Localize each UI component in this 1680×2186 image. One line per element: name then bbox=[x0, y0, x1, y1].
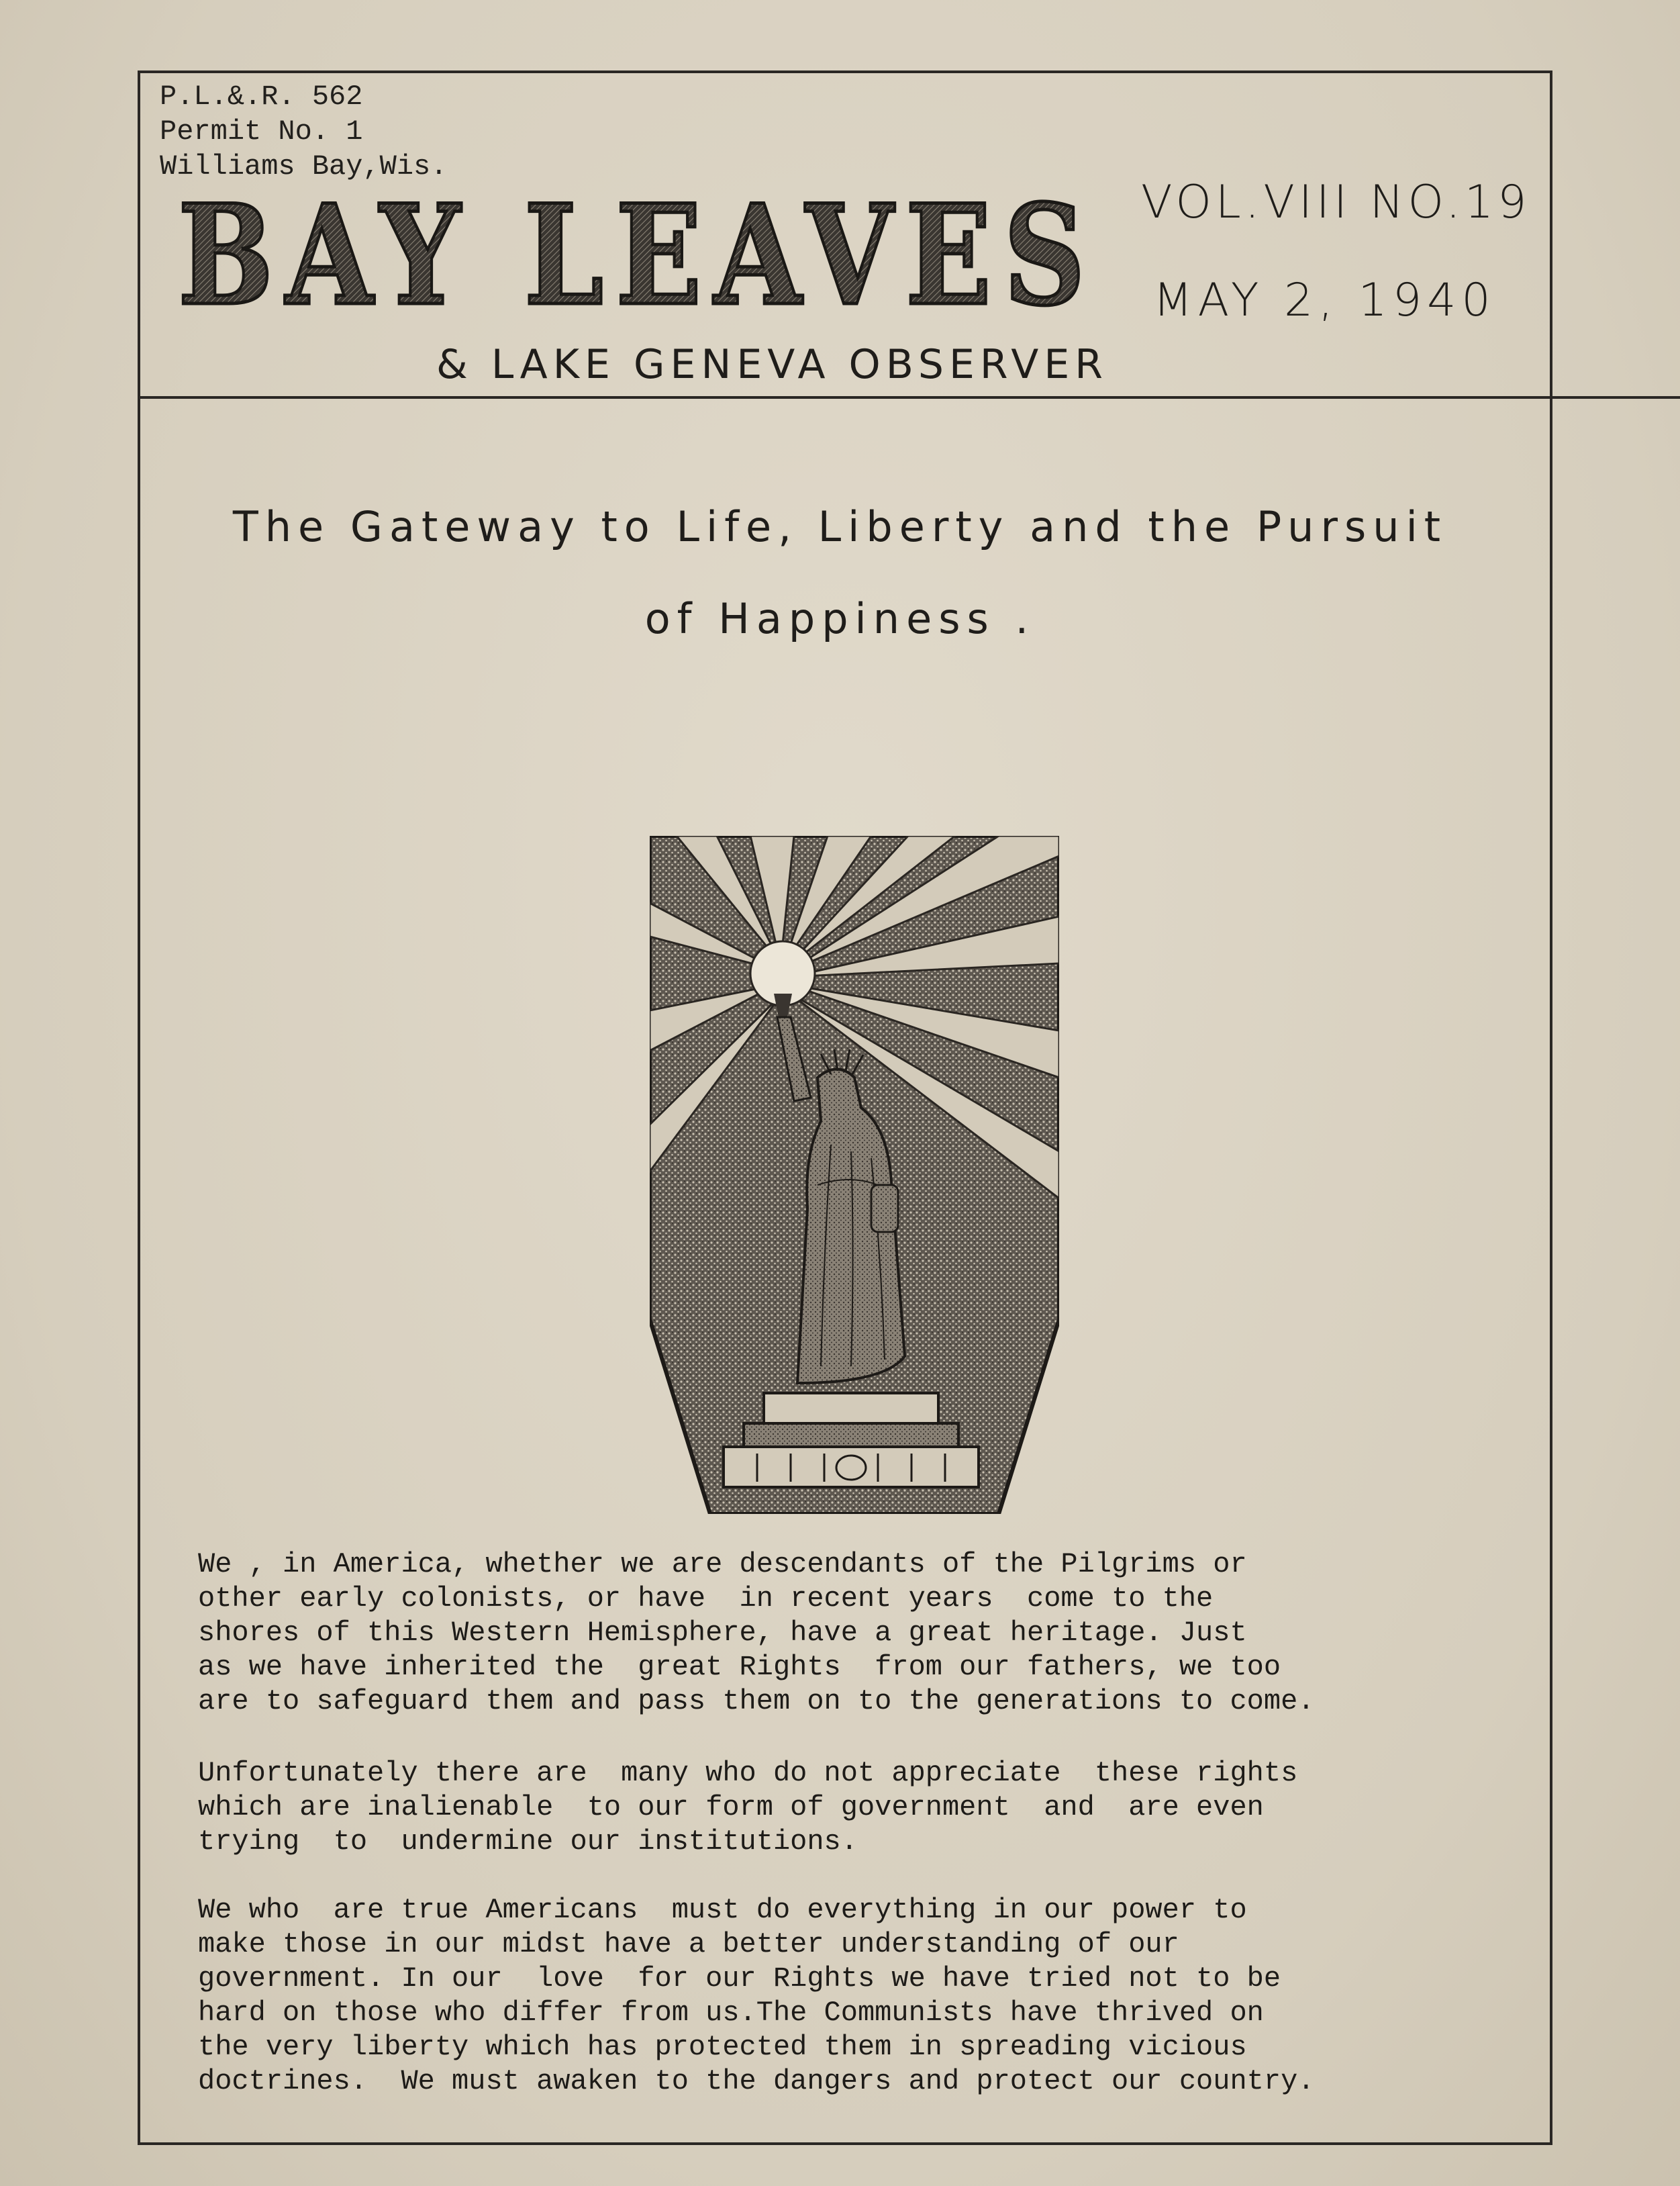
statue-of-liberty-icon bbox=[650, 836, 1059, 1514]
text-line: shores of this Western Hemisphere, have a great heritage. Just bbox=[198, 1617, 1247, 1649]
issue-date: MAY 2, 1940 bbox=[1153, 274, 1496, 327]
text-line: as we have inherited the great Rights from our fathers, we too bbox=[198, 1651, 1281, 1683]
title-text: BAY LEAVES bbox=[178, 176, 1097, 330]
text-line: the very liberty which has protected them in spreading vicious bbox=[198, 2031, 1247, 2063]
article-paragraph-3 bbox=[198, 1893, 1540, 2099]
postal-permit bbox=[160, 79, 447, 184]
newspaper-subtitle: & LAKE GENEVA OBSERVER bbox=[436, 341, 1108, 388]
permit-line-3: Williams Bay,Wis. bbox=[160, 150, 448, 183]
volume-number: VOL.VIII NO.19 bbox=[1141, 176, 1531, 229]
masthead-divider bbox=[138, 396, 1680, 399]
text-line: which are inalienable to our form of government and are even bbox=[198, 1791, 1264, 1823]
tagline-line-2: of Happiness . bbox=[644, 594, 1036, 643]
article-paragraph-1 bbox=[198, 1548, 1540, 1719]
permit-line-2: Permit No. 1 bbox=[160, 115, 363, 148]
text-line: doctrines. We must awaken to the dangers and protect our country. bbox=[198, 2065, 1315, 2097]
text-line: government. In our love for our Rights we have tried not to be bbox=[198, 1962, 1281, 1995]
text-line: trying to undermine our institutions. bbox=[198, 1825, 858, 1858]
text-line: hard on those who differ from us.The Communists have thrived on bbox=[198, 1997, 1264, 2029]
tagline-line-1: The Gateway to Life, Liberty and the Pursuit bbox=[232, 502, 1448, 551]
newspaper-title bbox=[171, 176, 1111, 330]
text-line: make those in our midst have a better understanding of our bbox=[198, 1928, 1179, 1960]
permit-line-1: P.L.&.R. 562 bbox=[160, 81, 363, 113]
text-line: We who are true Americans must do everything in our power to bbox=[198, 1894, 1247, 1926]
text-line: Unfortunately there are many who do not appreciate these rights bbox=[198, 1757, 1298, 1789]
text-line: other early colonists, or have in recent years come to the bbox=[198, 1582, 1214, 1615]
text-line: We , in America, whether we are descendants of the Pilgrims or bbox=[198, 1548, 1247, 1580]
text-line: are to safeguard them and pass them on to the generations to come. bbox=[198, 1685, 1315, 1717]
article-paragraph-2 bbox=[198, 1756, 1540, 1859]
